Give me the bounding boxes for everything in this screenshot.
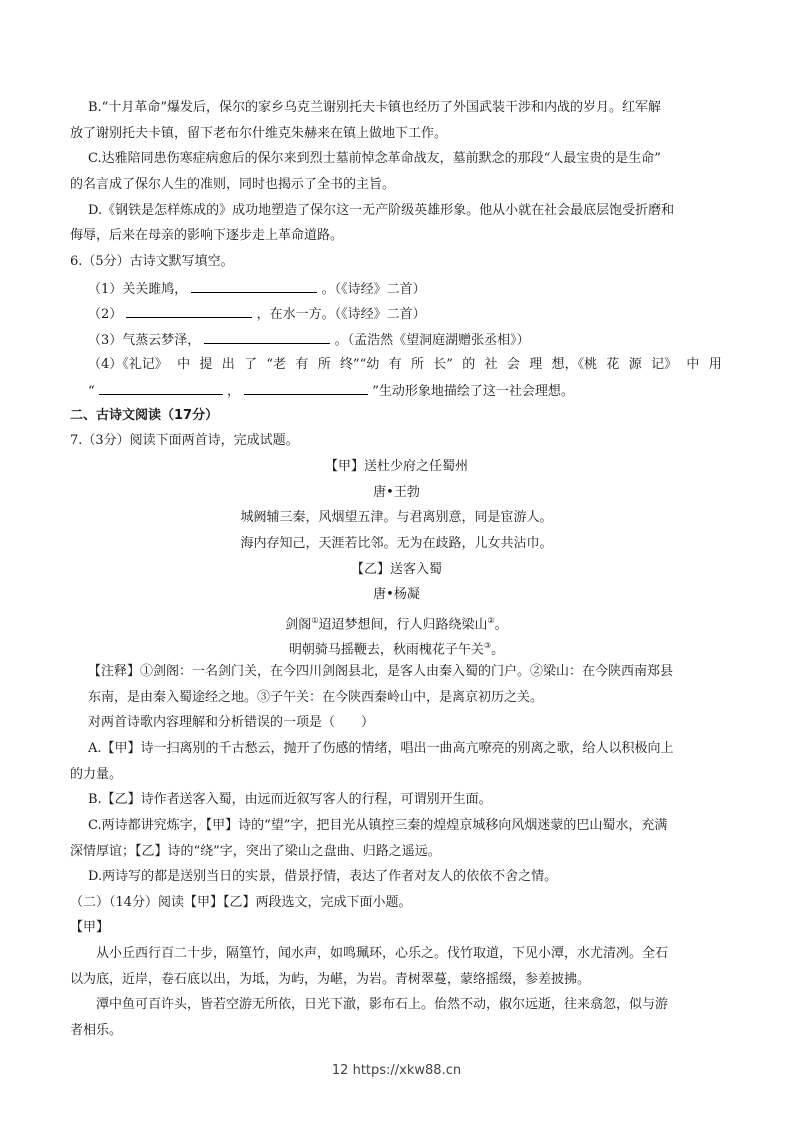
q6-item-2-suffix: ，在水一方。（《诗经》二首） bbox=[256, 307, 426, 322]
q6-item-4-text: 有 bbox=[295, 357, 309, 372]
poem-2-line-1-text: 迢迢梦想间，行人归路绕梁山 bbox=[318, 617, 488, 633]
q6-item-4-text: 有 bbox=[388, 357, 402, 372]
q6-item-4-text: 长” bbox=[433, 357, 453, 372]
q7-notes-line1: 【注释】①剑阁：一名剑门关，在今四川剑阁县北，是客人由秦入蜀的门户。②梁山：在今陕西南郑县 bbox=[88, 664, 674, 679]
poem-1-line-2: 海内存知己，天涯若比邻。无为在歧路，儿女共沾巾。 bbox=[240, 536, 553, 551]
q5-option-d-line1: D.《钢铁是怎样炼成的》成功地塑造了保尔这一无产阶级英雄形象。他从小就在社会最底层饱受折磨和 bbox=[88, 203, 675, 218]
poem-2-line-2-text: 。 bbox=[491, 642, 505, 658]
q6-item-3-suffix: 。（孟浩然《望洞庭湖赠张丞相》） bbox=[334, 333, 530, 348]
q6-item-3-blank[interactable] bbox=[204, 331, 330, 344]
poem-2-line-1 bbox=[0, 613, 793, 633]
q6-item-4-blank-2[interactable] bbox=[244, 382, 368, 395]
q6-item-3 bbox=[88, 331, 530, 349]
q6-item-4-text: 的 bbox=[462, 357, 476, 372]
q7-option-c-line2: 深情厚谊；【乙】诗的“绕”字，突出了梁山之盘曲、归路之遥远。 bbox=[70, 844, 441, 859]
q6-title: 6.（5分）古诗文默写填空。 bbox=[70, 254, 234, 269]
q6-item-1-blank[interactable] bbox=[191, 280, 317, 293]
poem-2-line-2 bbox=[0, 638, 793, 658]
q6-item-4-text: 提 bbox=[199, 357, 213, 372]
poem-1-line-1: 城阙辅三秦，风烟望五津。与君离别意，同是宦游人。 bbox=[240, 510, 553, 525]
section-2-heading: 二、古诗文阅读（17分） bbox=[70, 408, 219, 423]
poem-2-author: 唐•杨凝 bbox=[373, 587, 420, 602]
footnote-marker: ③ bbox=[483, 641, 492, 650]
q6-item-4-open-quote: “ bbox=[88, 384, 95, 399]
q6-item-1-prefix: （1）关关雎鸠， bbox=[88, 282, 188, 297]
passage-jia-p2-line2: 者相乐。 bbox=[70, 1023, 123, 1038]
q6-item-4-text: 用 bbox=[708, 357, 722, 372]
q6-item-4-text: 会 bbox=[506, 357, 520, 372]
q6-item-4-blank-1[interactable] bbox=[99, 382, 223, 395]
q5-option-d-line2: 侮辱，后来在母亲的影响下逐步走上革命道路。 bbox=[70, 228, 344, 243]
q5-option-b-line2: 放了谢别托夫卡镇，留下老布尔什维克朱赫来在镇上做地下工作。 bbox=[70, 126, 448, 141]
q7-option-c-line1: C.两诗都讲究炼字，【甲】诗的“望”字，把目光从镇控三秦的煌煌京城移向风烟迷蒙的巴山蜀水，充满 bbox=[88, 818, 668, 833]
q6-item-4-line2 bbox=[88, 382, 574, 400]
q7-title: 7.（3分）阅读下面两首诗，完成试题。 bbox=[70, 433, 299, 448]
q7-option-b: B.【乙】诗作者送客入蜀，由远而近叙写客人的行程，可谓别开生面。 bbox=[88, 792, 492, 807]
q7-option-a-line1: A.【甲】诗一扫离别的千古愁云，抛开了伤感的情绪，唱出一曲高亢嘹亮的别离之歌，给人以积极向上 bbox=[88, 741, 674, 756]
q7-option-a-line2: 的力量。 bbox=[70, 767, 123, 782]
q6-item-4-text: 中 bbox=[177, 357, 191, 372]
q6-item-4-text: 想，《桃 bbox=[551, 357, 598, 372]
q6-item-3-prefix: （3）气蒸云梦泽， bbox=[88, 333, 201, 348]
q5-option-c-line2: 的名言成了保尔人生的准则，同时也揭示了全书的主旨。 bbox=[70, 177, 396, 192]
q6-item-4-text: “老 bbox=[266, 357, 287, 372]
q6-item-4-text: 理 bbox=[529, 357, 543, 372]
q7-question: 对两首诗歌内容理解和分析错误的一项是（ ） bbox=[88, 715, 375, 730]
footnote-marker: ② bbox=[487, 616, 495, 625]
q6-item-4-text: 出 bbox=[221, 357, 235, 372]
q7-notes-line2: 东南，是由秦入蜀途经之地。③子午关：在今陕西秦岭山中，是离京初历之关。 bbox=[88, 690, 544, 705]
poem-2-line-1-text: 。 bbox=[494, 617, 508, 633]
poem-1-title: 【甲】送杜少府之任蜀州 bbox=[324, 459, 468, 474]
q6-item-4-suffix: ”生动形象地描绘了这一社会理想。 bbox=[372, 384, 574, 399]
footnote-marker: ① bbox=[311, 616, 319, 625]
q6-item-4-text: 花 bbox=[606, 357, 620, 372]
passage-jia-p1-line1: 从小丘西行百二十步，隔篁竹，闻水声，如鸣珮环，心乐之。伐竹取道，下见小潭，水尤清冽。全石 bbox=[96, 946, 669, 961]
part-2-title: （二）（14分）阅读【甲】【乙】两段选文，完成下面小题。 bbox=[70, 895, 412, 910]
q6-item-4-text: 终”“幼 bbox=[340, 357, 380, 372]
q6-item-2-prefix: （2） bbox=[88, 307, 123, 322]
poem-2-line-1-text: 剑阁 bbox=[285, 617, 312, 633]
q6-item-4-text: 中 bbox=[686, 357, 700, 372]
q6-item-4-text: 了 bbox=[244, 357, 258, 372]
q6-item-4-text: 社 bbox=[484, 357, 498, 372]
q6-item-4-text: 所 bbox=[317, 357, 331, 372]
q6-item-4-comma: ， bbox=[226, 384, 240, 399]
q6-item-4-text: 源 bbox=[628, 357, 642, 372]
q6-item-4-text: 所 bbox=[410, 357, 424, 372]
poem-2-title: 【乙】送客入蜀 bbox=[350, 562, 442, 577]
q6-item-2-blank[interactable] bbox=[126, 305, 252, 318]
q6-item-4-line1 bbox=[88, 357, 722, 373]
q6-item-4-text: 记》 bbox=[651, 357, 678, 372]
passage-jia-p1-line2: 以为底，近岸，卷石底以出，为坻，为屿，为嵁，为岩。青树翠蔓，蒙络摇缀，参差披拂。 bbox=[70, 972, 591, 987]
q6-item-1 bbox=[88, 280, 426, 298]
q7-option-d: D.两诗写的都是送别当日的实景，借景抒情，表达了作者对友人的依依不舍之情。 bbox=[88, 869, 558, 884]
page-footer: 12 https://xkw88.cn bbox=[331, 1063, 462, 1078]
passage-jia-p2-line1: 潭中鱼可百许头，皆若空游无所依，日光下澈，影布石上。佁然不动，俶尔远逝，往来翕忽，似与游 bbox=[96, 997, 669, 1012]
poem-1-author: 唐•王勃 bbox=[373, 485, 420, 500]
q6-item-1-suffix: 。（《诗经》二首） bbox=[321, 282, 426, 297]
q6-item-2 bbox=[88, 305, 426, 323]
poem-2-line-2-text: 明朝骑马摇鞭去，秋雨槐花子午关 bbox=[288, 642, 484, 658]
q5-option-c-line1: C.达雅陪同患伤寒症病愈后的保尔来到烈士墓前悼念革命战友，墓前默念的那段“人最宝贵的是生命” bbox=[88, 151, 661, 166]
passage-jia-label: 【甲】 bbox=[70, 920, 110, 935]
q6-item-4-text: （4）《礼记》 bbox=[88, 357, 168, 372]
q5-option-b-line1: B.“十月革命”爆发后，保尔的家乡乌克兰谢别托夫卡镇也经历了外国武装干涉和内战的岁月。红军解 bbox=[88, 100, 661, 115]
